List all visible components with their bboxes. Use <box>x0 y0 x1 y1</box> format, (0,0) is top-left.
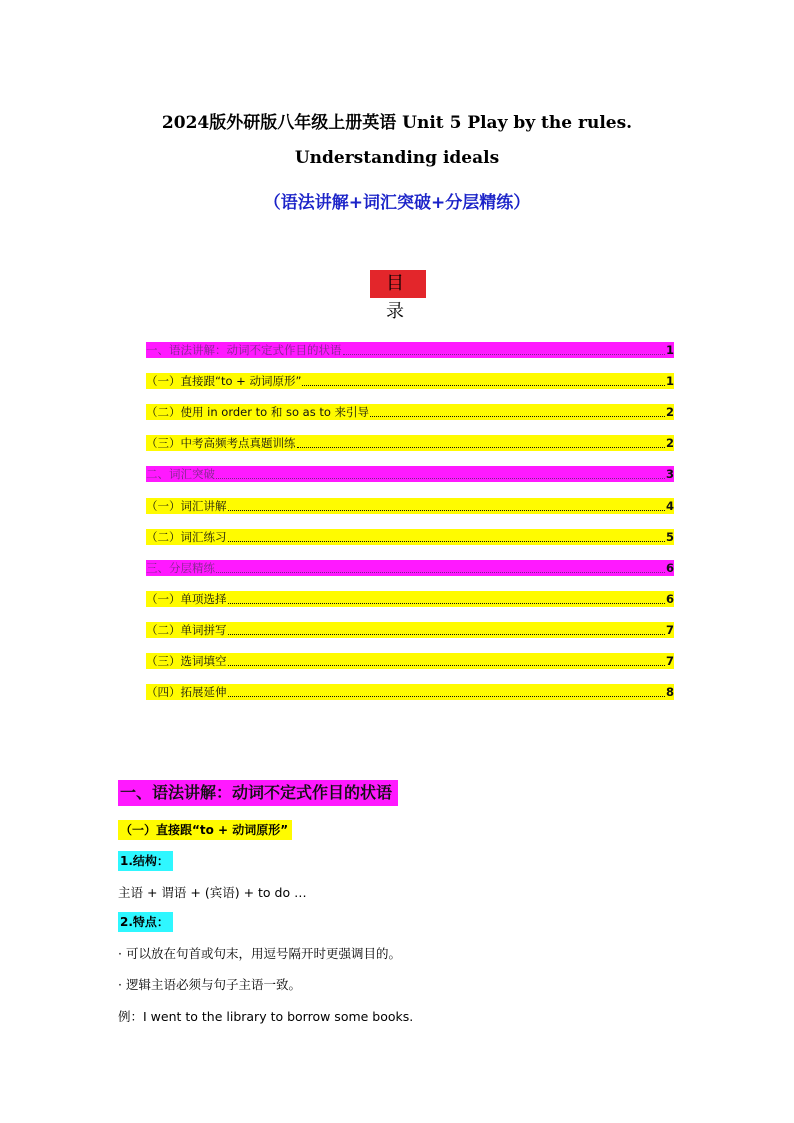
toc-entry-label: （四）拓展延伸 <box>146 685 227 700</box>
toc-entry[interactable] <box>146 560 674 576</box>
toc-leader-dots <box>228 603 665 604</box>
toc-entry[interactable] <box>146 622 674 638</box>
toc-entry[interactable] <box>146 498 674 514</box>
toc-entry-page: 7 <box>665 622 674 637</box>
subsection-heading: （一）直接跟“to + 动词原形” <box>118 820 292 840</box>
toc-entry-label: （一）词汇讲解 <box>146 498 227 513</box>
toc-entry-label: （二）词汇练习 <box>146 529 227 544</box>
toc-entry[interactable] <box>146 466 674 482</box>
toc-leader-dots <box>216 572 665 573</box>
toc-leader-dots <box>302 385 665 386</box>
toc-leader-dots <box>216 478 665 479</box>
document-tagline: （语法讲解+词汇突破+分层精练） <box>263 193 531 213</box>
toc-leader-dots <box>370 416 665 417</box>
toc-entry-label: 三、分层精练 <box>146 560 215 575</box>
toc-entry-page: 6 <box>665 560 674 575</box>
toc-entry-label: 二、词汇突破 <box>146 467 215 482</box>
toc-leader-dots <box>228 665 665 666</box>
toc-entry-label: 一、语法讲解：动词不定式作目的状语 <box>146 343 342 357</box>
toc-entry-page: 6 <box>665 591 674 606</box>
toc-entry-label: （二）单词拼写 <box>146 622 227 637</box>
toc-entry[interactable] <box>146 684 674 700</box>
toc-entry-page: 1 <box>665 343 674 357</box>
toc-entry-page: 2 <box>665 405 674 420</box>
toc-leader-dots <box>228 696 665 697</box>
toc-entry-page: 4 <box>665 498 674 513</box>
feature-item: · 逻辑主语必须与句子主语一致。 <box>118 977 301 992</box>
example-sentence: 例：I went to the library to borrow some books. <box>118 1009 414 1024</box>
toc-entry-label: （一）直接跟“to + 动词原形” <box>146 374 302 389</box>
features-tag: 2.特点： <box>118 912 173 932</box>
toc-entry[interactable] <box>146 373 674 389</box>
section-heading: 一、语法讲解：动词不定式作目的状语 <box>118 780 398 806</box>
toc-entry-label: （一）单项选择 <box>146 591 227 606</box>
toc-entry-label: （三）中考高频考点真题训练 <box>146 436 296 451</box>
toc-entry-page: 3 <box>665 467 674 482</box>
structure-tag: 1.结构： <box>118 851 173 871</box>
document-title: 2024版外研版八年级上册英语 Unit 5 Play by the rules. <box>161 113 633 133</box>
toc-entry-label: （三）选词填空 <box>146 654 227 668</box>
structure-text: 主语 + 谓语 + (宾语) + to do … <box>118 885 307 900</box>
toc-entry[interactable] <box>146 591 674 607</box>
toc-entry[interactable] <box>146 404 674 420</box>
toc-leader-dots <box>297 447 665 448</box>
feature-item: · 可以放在句首或句末，用逗号隔开时更强调目的。 <box>118 946 401 961</box>
toc-leader-dots <box>228 634 665 635</box>
toc-entry-page: 7 <box>665 654 674 668</box>
toc-entry[interactable] <box>146 529 674 545</box>
toc-entry[interactable] <box>146 342 674 358</box>
toc-entry-page: 8 <box>665 685 674 700</box>
document-subtitle: Understanding ideals <box>294 148 500 168</box>
toc-leader-dots <box>228 510 665 511</box>
toc-entry-label: （二）使用 in order to 和 so as to 来引导 <box>146 405 370 420</box>
toc-entry-page: 2 <box>665 436 674 451</box>
toc-heading: 目 录 <box>370 270 426 298</box>
toc-leader-dots <box>228 541 665 542</box>
toc-entry-page: 1 <box>665 374 674 389</box>
toc-entry-page: 5 <box>665 529 674 544</box>
toc-leader-dots <box>343 354 665 355</box>
toc-entry[interactable] <box>146 435 674 451</box>
toc-entry[interactable] <box>146 653 674 669</box>
